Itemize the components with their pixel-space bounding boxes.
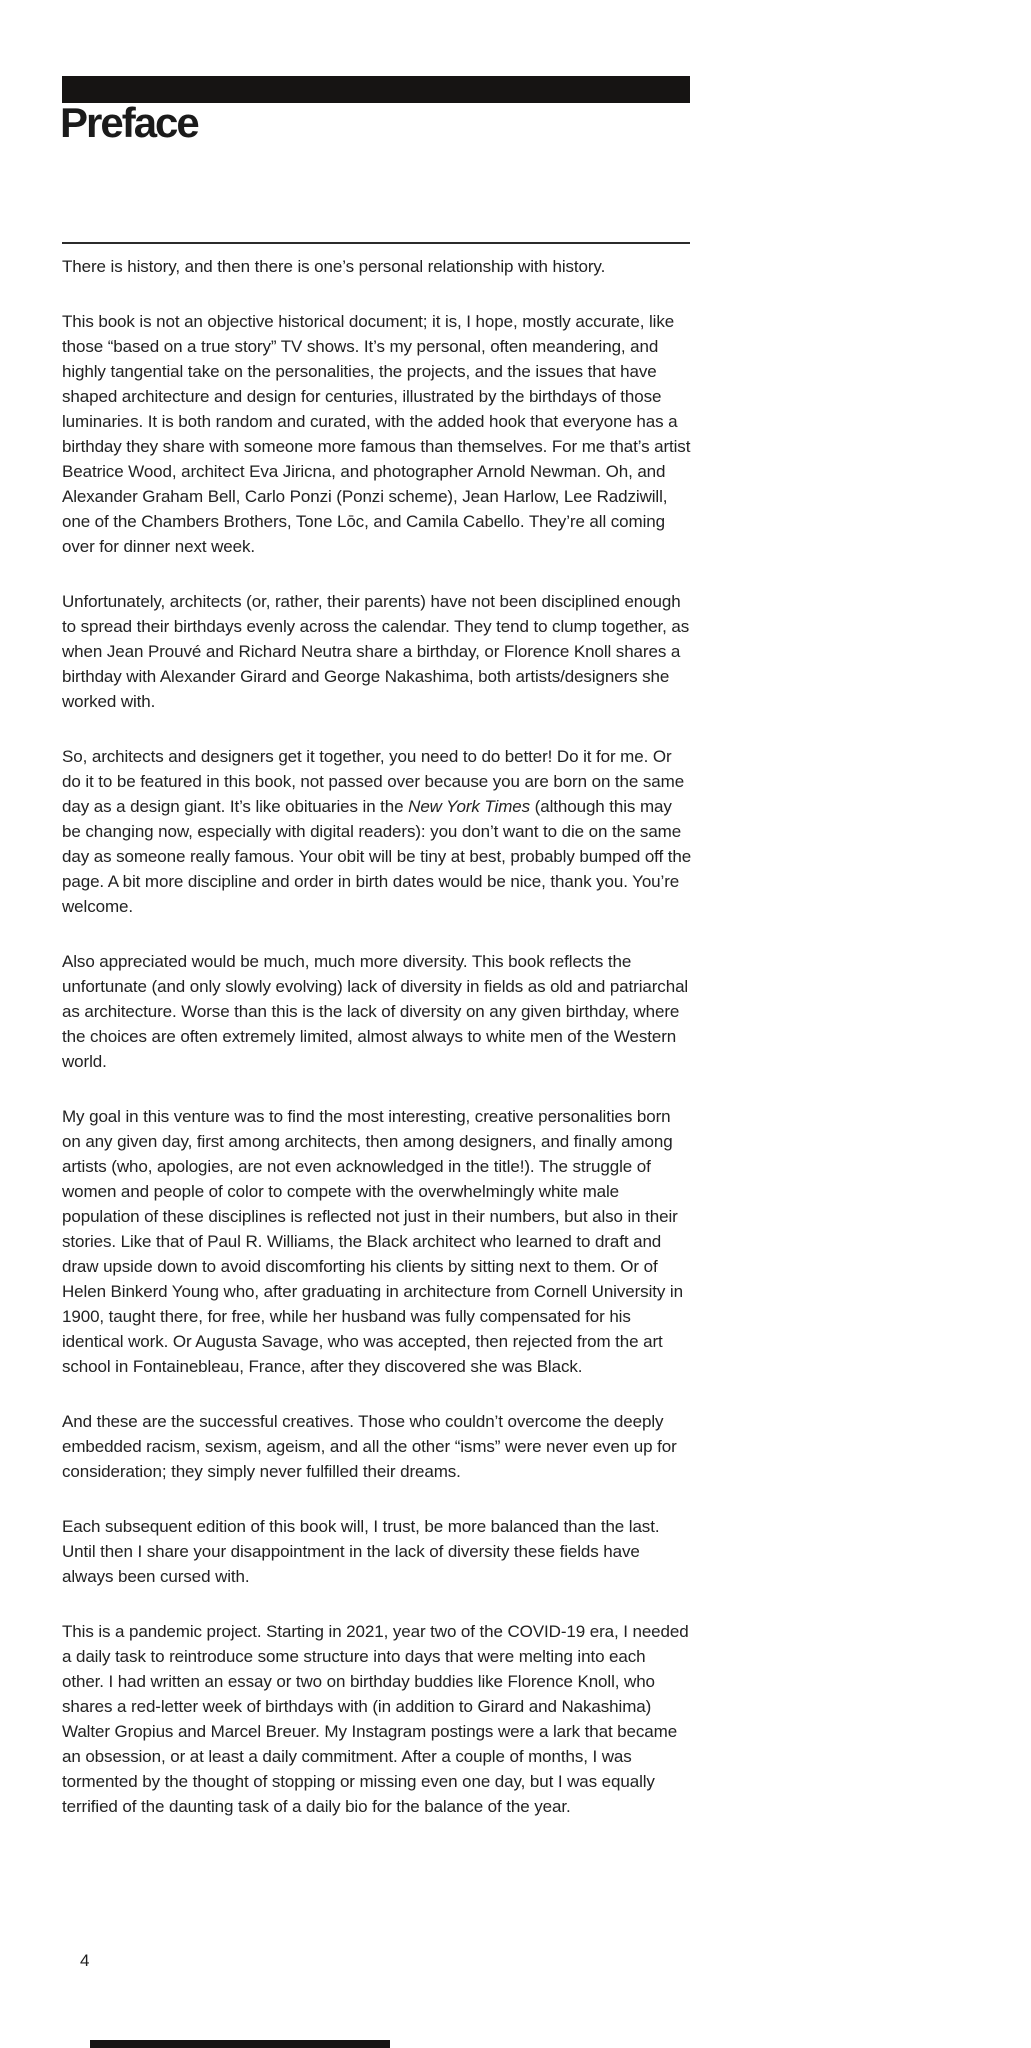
paragraph-do-better	[62, 744, 692, 919]
paragraph-pandemic-project: This is a pandemic project. Starting in 2021, year two of the COVID-19 era, I needed a daily task to reintroduce some structure into days that were melting into each other. I had written an essay or two on birthday buddies like Florence Knoll, who shares a red-letter week of birthdays with (in addition to Girard and Nakashima) Walter Gropius and Marcel Breuer. My Instagram postings were a lark that became an obsession, or at least a daily commitment. After a couple of months, I was tormented by the thought of stopping or missing even one day, but I was equally terrified of the daunting task of a daily bio for the balance of the year.	[62, 1622, 689, 1816]
paragraph-birthday-clumping: Unfortunately, architects (or, rather, their parents) have not been disciplined enough to spread their birthdays evenly across the calendar. They tend to clump together, as when Jean Prouvé and Richard Neutra share a birthday, or Florence Knoll shares a birthday with Alexander Girard and George Nakashima, both artists/designers she worked with.	[62, 592, 690, 711]
page-number: 4	[80, 1951, 90, 1970]
paragraph-segment: So, architects and designers get it together, you need to do better! Do it for me. Or do it to be featured in this book, not passed over because you are born on the same day as a design giant. It’s like obituaries in the	[62, 747, 685, 816]
paragraph-segment: (although this may be changing now, especially with digital readers): you don’t want to die on the same day as someone really famous. Your obit will be tiny at best, probably bumped off the page. A bit more discipline and order in birth dates would be nice, thank you. You’re welcome.	[62, 797, 692, 916]
publication-name-italic: New York Times	[408, 797, 531, 816]
preface-body-text	[62, 254, 692, 1849]
paragraph-intro: There is history, and then there is one’s personal relationship with history.	[62, 257, 606, 276]
paragraph-diversity: Also appreciated would be much, much more diversity. This book reflects the unfortunate (and only slowly evolving) lack of diversity in fields as old and patriarchal as architecture. Worse than this is the lack of diversity on any given birthday, where the choices are often extremely limited, almost always to white men of the Western world.	[62, 952, 689, 1071]
paragraph-subsequent-editions: Each subsequent edition of this book will, I trust, be more balanced than the last. Until then I share your disappointment in the lack of diversity these fields have always been cursed with.	[62, 1517, 660, 1586]
next-page-bar-glimpse	[90, 2040, 390, 2048]
divider-rule	[62, 242, 690, 244]
page-title: Preface	[60, 99, 198, 146]
paragraph-book-description: This book is not an objective historical document; it is, I hope, mostly accurate, like those “based on a true story” TV shows. It’s my personal, often meandering, and highly tangential take on the personalities, the projects, and the issues that have shaped architecture and design for centuries, illustrated by the birthdays of those luminaries. It is both random and curated, with the added hook that everyone has a birthday they share with someone more famous than themselves. For me that’s artist Beatrice Wood, architect Eva Jiricna, and photographer Arnold Newman. Oh, and Alexander Graham Bell, Carlo Ponzi (Ponzi scheme), Jean Harlow, Lee Radziwill, one of the Chambers Brothers, Tone Lōc, and Camila Cabello. They’re all coming over for dinner next week.	[62, 312, 691, 556]
paragraph-goal: My goal in this venture was to find the most interesting, creative personalities born on any given day, first among architects, then among designers, and finally among artists (who, apologies, are not even acknowledged in the title!). The struggle of women and people of color to compete with the overwhelmingly white male population of these disciplines is reflected not just in their numbers, but also in their stories. Like that of Paul R. Williams, the Black architect who learned to draft and draw upside down to avoid discomforting his clients by sitting next to them. Or of Helen Binkerd Young who, after graduating in architecture from Cornell University in 1900, taught there, for free, while her husband was fully compensated for his identical work. Or Augusta Savage, who was accepted, then rejected from the art school in Fontainebleau, France, after they discovered she was Black.	[62, 1107, 683, 1376]
paragraph-successful-creatives: And these are the successful creatives. Those who couldn’t overcome the deeply embedded racism, sexism, ageism, and all the other “isms” were never even up for consideration; they simply never fulfilled their dreams.	[62, 1412, 677, 1481]
